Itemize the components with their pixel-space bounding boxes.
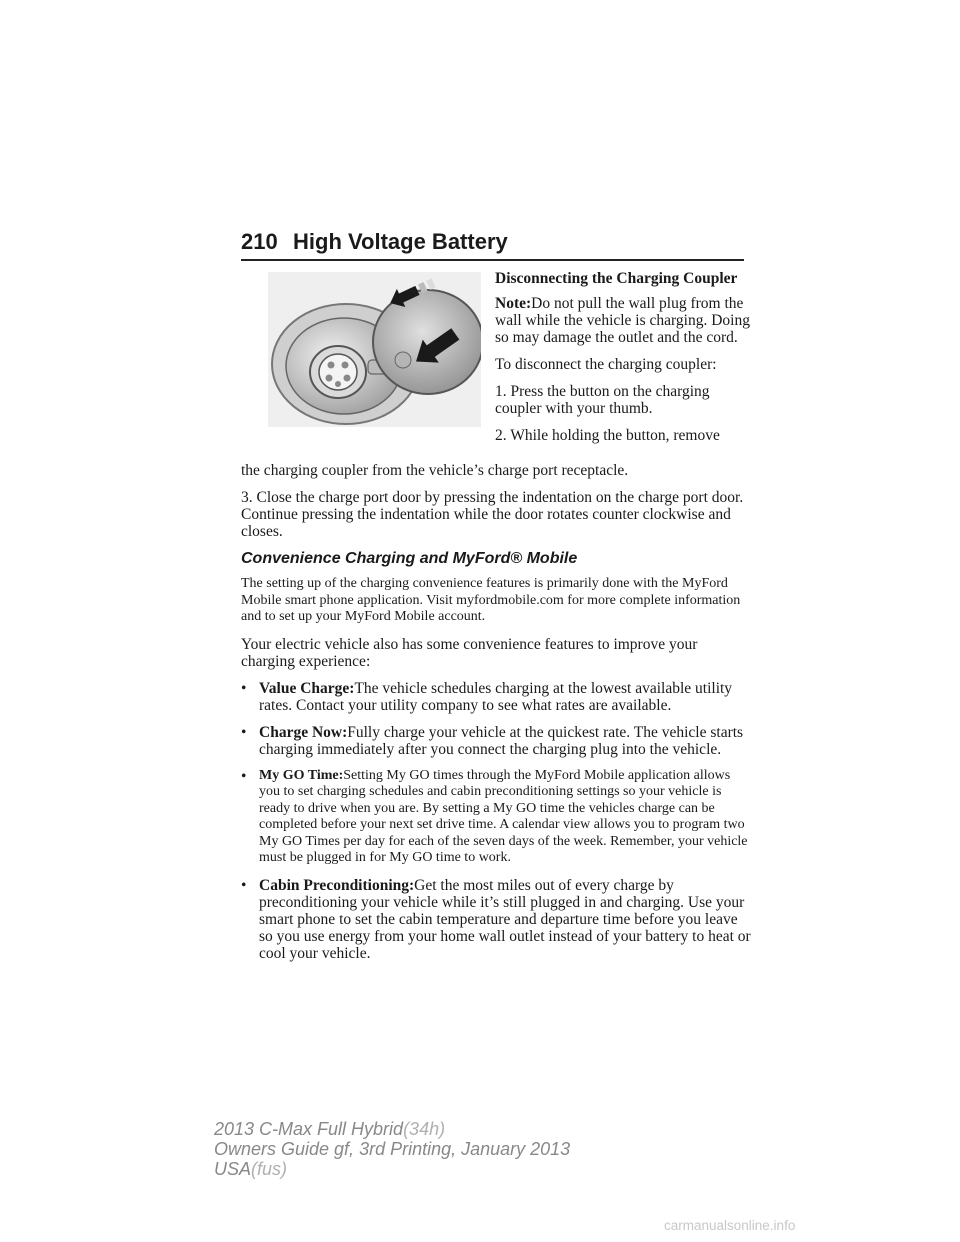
page-number: 210 — [241, 229, 278, 254]
charge-port-illustration — [268, 272, 481, 427]
bullet-icon: • — [241, 723, 247, 741]
intro-text: To disconnect the charging coupler: — [495, 356, 717, 373]
footer-line-1 — [214, 1119, 634, 1139]
footer-model: 2013 C-Max Full Hybrid — [214, 1119, 404, 1139]
paragraph-2: Your electric vehicle also has some convenience features to improve your charging experience: — [241, 635, 698, 670]
bullet-label: Value Charge: — [259, 679, 355, 697]
step-2-end: the charging coupler from the vehicle’s charge port receptacle. — [241, 462, 629, 479]
bullet-text: Fully charge your vehicle at the quickest rate. The vehicle starts charging immediately after you connect the charging plug into the vehicle. — [259, 723, 744, 758]
charge-port-icon — [268, 272, 481, 427]
list-item — [241, 724, 751, 758]
paragraph-1: The setting up of the charging convenience features is primarily done with the MyFord Mobile smart phone application. Visit myfordmobile.com for more complete information and to set up your MyFord Mobile account. — [241, 576, 741, 624]
section-heading: Convenience Charging and MyFord® Mobile — [241, 550, 578, 567]
header-rule — [241, 259, 744, 261]
bullet-label: Cabin Preconditioning: — [259, 876, 415, 894]
subheading-disconnect: Disconnecting the Charging Coupler — [495, 270, 738, 287]
side-column — [495, 270, 750, 454]
bullet-text: The vehicle schedules charging at the lowest available utility rates. Contact your utility company to see what rates are available. — [259, 679, 733, 714]
bullet-label: Charge Now: — [259, 723, 348, 741]
footer-market-code: (fus) — [251, 1159, 288, 1179]
bullet-text: Get the most miles out of every charge by preconditioning your vehicle while it’s still plugged in and charging. Use your smart phone to set the cabin temperature and departure time before you leave so you use energy from your home wall outlet instead of your battery to heat or cool your vehicle. — [259, 876, 751, 962]
bullet-icon: • — [241, 679, 247, 697]
main-column — [241, 462, 751, 972]
bullet-icon: • — [241, 767, 247, 785]
list-item — [241, 680, 751, 714]
step-1: 1. Press the button on the charging coupler with your thumb. — [495, 383, 710, 417]
step-3: 3. Close the charge port door by pressing the indentation on the charge port door. Continue pressing the indentation while the door rotates counter clockwise and closes. — [241, 489, 744, 540]
section-title: High Voltage Battery — [293, 229, 508, 254]
bullet-label: My GO Time: — [259, 767, 344, 783]
note-text: Do not pull the wall plug from the wall while the vehicle is charging. Doing so may damage the outlet and the cord. — [495, 295, 750, 346]
list-item — [241, 768, 751, 867]
page-footer — [214, 1119, 634, 1179]
footer-model-code: (34h) — [403, 1119, 446, 1139]
footer-line-2: Owners Guide gf, 3rd Printing, January 2013 — [214, 1139, 571, 1159]
watermark: carmanualsonline.info — [664, 1218, 796, 1233]
footer-market: USA — [214, 1159, 252, 1179]
note-label: Note: — [495, 295, 532, 312]
bullet-icon: • — [241, 876, 247, 894]
list-item — [241, 877, 751, 962]
page-header — [241, 229, 744, 261]
bullet-text: Setting My GO times through the MyFord Mobile application allows you to set charging schedules and cabin preconditioning settings so your vehicle is ready to drive when you are. By setting a My GO time the vehicles charge can be completed before your next set drive time. A calendar view allows you to program two My GO Times per day for each of the seven days of the week. Remember, your vehicle must be plugged in for My GO time to work. — [259, 767, 748, 865]
note-paragraph — [495, 295, 750, 346]
step-2-start: 2. While holding the button, remove — [495, 427, 720, 444]
footer-line-3 — [214, 1159, 634, 1179]
